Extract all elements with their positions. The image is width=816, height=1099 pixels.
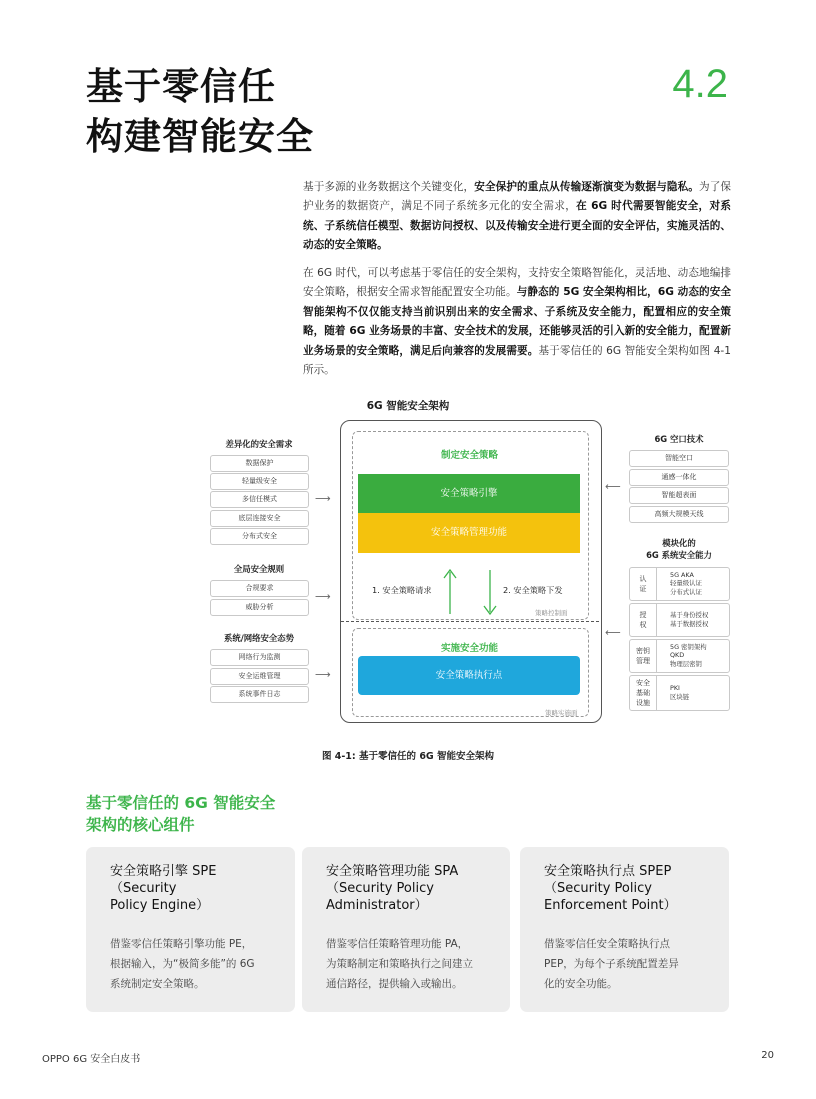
card-desc-line: 通信路径，提供输入或输出。 — [326, 978, 463, 990]
p1-normal-a: 基于多源的业务数据这个关键变化， — [303, 181, 475, 193]
right-bottom-title-line2: 6G 系统安全能力 — [646, 550, 712, 560]
card-desc-line: 化的安全功能。 — [544, 978, 618, 990]
capability-item: QKD — [670, 651, 685, 659]
p1-bold-a: 安全保护的重点从传输逐渐演变为数据与隐私。 — [474, 181, 700, 193]
card-title-line: Enforcement Point） — [544, 898, 677, 913]
component-card-spa — [302, 847, 510, 1012]
capability-label: 认 证 — [630, 568, 657, 600]
section-number: 4.2 — [672, 62, 728, 106]
capability-label: 授 权 — [630, 604, 657, 636]
page-number: 20 — [761, 1050, 774, 1061]
capability-item: PKI — [670, 684, 680, 692]
left-item: 合规要求 — [210, 580, 309, 597]
left-item: 系统事件日志 — [210, 686, 309, 703]
left-item: 数据保护 — [210, 455, 309, 472]
capability-item: 区块链 — [670, 693, 690, 701]
left-item: 多信任模式 — [210, 491, 309, 508]
card-title-line: Administrator） — [326, 898, 428, 913]
title-line-2: 构建智能安全 — [86, 115, 314, 158]
enforce-plane-label: 策略实施面 — [545, 709, 578, 717]
left-group-1-title: 差异化的安全需求 — [225, 439, 293, 449]
arrow-right-icon: ⟶ — [315, 668, 331, 681]
card-desc-line: 为策略制定和策略执行之间建立 — [326, 958, 473, 970]
card-title-line: （Security Policy — [326, 881, 434, 896]
title-line-1: 基于零信任 — [86, 65, 276, 108]
right-bottom-title — [629, 537, 729, 561]
capability-label: 密钥 管理 — [630, 640, 657, 672]
card-desc-line: 系统制定安全策略。 — [110, 978, 205, 990]
left-item: 网络行为监测 — [210, 649, 309, 666]
core-components-heading — [86, 792, 275, 836]
card-title — [110, 863, 216, 914]
intro-paragraph-1 — [303, 178, 731, 256]
p1-normal-b: 为了保护业务的数据资产，满足不同子系统多元化的安全需求， — [303, 181, 732, 213]
left-item: 分布式安全 — [210, 528, 309, 545]
component-card-spep — [520, 847, 729, 1012]
card-desc-line: PEP，为每个子系统配置差异 — [544, 958, 679, 970]
figure-title: 6G 智能安全架构 — [366, 400, 450, 412]
card-title — [326, 863, 458, 914]
capability-item: 轻量级认证 — [670, 579, 702, 587]
right-item: 智能空口 — [629, 450, 729, 467]
capability-row-authz — [629, 603, 730, 637]
p1-bold-b: 在 6G 时代需要智能安全，对系统、子系统信任模型、数据访问授权、以及传输安全进行更全面的安全评估，实施灵活的、动态的安全策略。 — [303, 200, 731, 252]
card-title-line: （Security — [110, 881, 177, 896]
plane-divider — [341, 621, 599, 622]
card-desc-line: 根据输入，为“极简多能”的 6G — [110, 958, 255, 970]
left-item: 底层连接安全 — [210, 510, 309, 527]
card-title-line: Policy Engine） — [110, 898, 210, 913]
left-item: 轻量级安全 — [210, 473, 309, 490]
capability-row-key — [629, 639, 730, 673]
footer-doc-title: OPPO 6G 安全白皮书 — [42, 1054, 141, 1065]
left-group-2-title: 全局安全规则 — [233, 564, 285, 574]
p2-bold: 与静态的 5G 安全架构相比，6G 动态的安全智能架构不仅仅能支持当前识别出来的安全需求、子系统及安全能力，配置相应的安全策略，随着 6G 业务场景的丰富、安全技术的发展，还能够灵活的引入新的安全能力，配置新业务场景的安全策略，满足后向兼容的发展需要。 — [303, 286, 732, 357]
card-description — [110, 934, 255, 994]
intro-paragraph-2 — [303, 264, 731, 380]
left-item: 威胁分析 — [210, 599, 309, 616]
arrow-left-icon: ⟵ — [605, 480, 621, 493]
capability-item: 基于身份授权 — [670, 611, 709, 619]
left-group-3-title: 系统/网络安全态势 — [223, 633, 295, 643]
capability-item: 基于数据授权 — [670, 620, 709, 628]
component-card-spe — [86, 847, 295, 1012]
capability-item: 5G 密钥架构 — [670, 643, 707, 651]
arrow-left-icon: ⟵ — [605, 626, 621, 639]
capability-label: 安全 基础 设施 — [630, 676, 657, 710]
policy-admin-block: 安全策略管理功能 — [358, 513, 580, 553]
page-title — [86, 62, 314, 162]
capability-row-infra — [629, 675, 730, 711]
right-item: 智能超表面 — [629, 487, 729, 504]
policy-request-label: 1. 安全策略请求 — [372, 585, 432, 595]
core-heading-line1: 基于零信任的 6G 智能安全 — [86, 794, 276, 812]
implement-security-label: 实施安全功能 — [440, 643, 498, 654]
card-title-line: 安全策略执行点 SPEP — [544, 864, 672, 879]
policy-deliver-label: 2. 安全策略下发 — [503, 585, 563, 595]
card-desc-line: 借鉴零信任策略管理功能 PA， — [326, 938, 469, 950]
policy-flow-arrows-icon — [440, 566, 500, 616]
formulate-policy-label: 制定安全策略 — [440, 450, 498, 461]
capability-row-auth — [629, 567, 730, 601]
card-title-line: 安全策略引擎 SPE — [110, 864, 217, 879]
arrow-right-icon: ⟶ — [315, 590, 331, 603]
right-item: 通感一体化 — [629, 469, 729, 486]
arrow-right-icon: ⟶ — [315, 492, 331, 505]
capability-item: 物理层密钥 — [670, 660, 702, 668]
card-desc-line: 借鉴零信任策略引擎功能 PE， — [110, 938, 253, 950]
card-title — [544, 863, 677, 914]
capability-item: 分布式认证 — [670, 588, 702, 596]
left-item: 安全运维管理 — [210, 668, 309, 685]
card-description — [544, 934, 679, 994]
figure-caption: 图 4-1: 基于零信任的 6G 智能安全架构 — [321, 751, 495, 762]
policy-engine-block: 安全策略引擎 — [358, 474, 580, 513]
card-description — [326, 934, 473, 994]
right-bottom-title-line1: 模块化的 — [662, 538, 696, 548]
p2-normal-a: 在 6G 时代，可以考虑基于零信任的安全架构，支持安全策略智能化，灵活地、动态地编排安全策略，根据安全需求智能配置安全功能。 — [303, 267, 731, 299]
right-top-title: 6G 空口技术 — [654, 434, 704, 444]
capability-item: 5G AKA — [670, 571, 694, 579]
card-title-line: 安全策略管理功能 SPA — [326, 864, 459, 879]
core-heading-line2: 架构的核心组件 — [86, 816, 195, 834]
right-item: 高频大规模天线 — [629, 506, 729, 523]
policy-enforcement-block: 安全策略执行点 — [358, 656, 580, 695]
control-plane-label: 策略控制面 — [535, 609, 568, 617]
card-title-line: （Security Policy — [544, 881, 652, 896]
card-desc-line: 借鉴零信任安全策略执行点 — [544, 938, 670, 950]
p2-normal-b: 基于零信任的 6G 智能安全架构如图 4-1 所示。 — [303, 344, 731, 377]
